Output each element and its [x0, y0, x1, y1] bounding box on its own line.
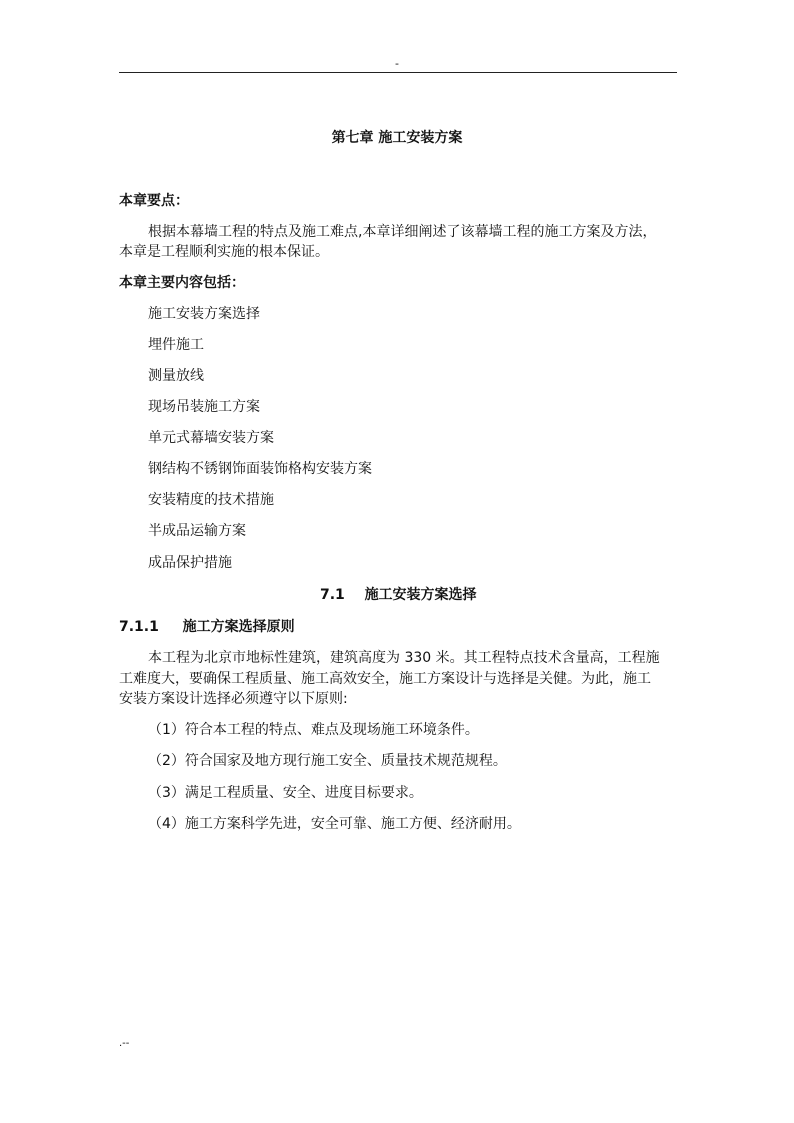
- key-points-heading: 本章要点：: [119, 193, 189, 209]
- section-number: 7.1: [320, 587, 345, 603]
- chapter-title: 第七章 施工安装方案: [331, 130, 463, 146]
- section-number: 7.1.1: [119, 619, 159, 635]
- contents-heading: 本章主要内容包括：: [119, 275, 245, 291]
- contents-item: 钢结构不锈钢饰面装饰格构安装方案: [148, 461, 372, 477]
- principle-item: （3）满足工程质量、安全、进度目标要求。: [148, 785, 423, 801]
- footer-mark: .--: [119, 1038, 130, 1049]
- contents-item: 测量放线: [148, 368, 204, 384]
- contents-item: 成品保护措施: [148, 555, 232, 571]
- principle-item: （2）符合国家及地方现行施工安全、质量技术规范规程。: [148, 753, 507, 769]
- body-paragraph-line: 安装方案设计选择必须遵守以下原则:: [119, 691, 348, 707]
- principle-item: （1）符合本工程的特点、难点及现场施工环境条件。: [148, 722, 479, 738]
- header-rule: [119, 72, 677, 73]
- contents-item: 现场吊装施工方案: [148, 399, 260, 415]
- section-7-1-heading: [320, 585, 477, 605]
- contents-item: 埋件施工: [148, 337, 204, 353]
- principle-item: （4）施工方案科学先进，安全可靠、施工方便、经济耐用。: [148, 816, 521, 832]
- key-points-line: 本章是工程顺利实施的根本保证。: [119, 244, 329, 260]
- contents-item: 半成品运输方案: [148, 523, 246, 539]
- contents-item: 单元式幕墙安装方案: [148, 430, 274, 446]
- section-7-1-1-heading: [119, 617, 295, 637]
- body-paragraph-line: 工难度大，要确保工程质量、施工高效安全，施工方案设计与选择是关健。为此，施工: [119, 671, 651, 687]
- contents-item: 施工安装方案选择: [148, 306, 260, 322]
- body-paragraph-line: 本工程为北京市地标性建筑，建筑高度为 330 米。其工程特点技术含量高，工程施: [148, 650, 660, 666]
- section-title: 施工安装方案选择: [364, 587, 477, 603]
- contents-item: 安装精度的技术措施: [148, 492, 274, 508]
- header-mark: -: [395, 57, 399, 70]
- key-points-line: 根据本幕墙工程的特点及施工难点,本章详细阐述了该幕墙工程的施工方案及方法，: [148, 224, 657, 240]
- section-title: 施工方案选择原则: [182, 619, 295, 635]
